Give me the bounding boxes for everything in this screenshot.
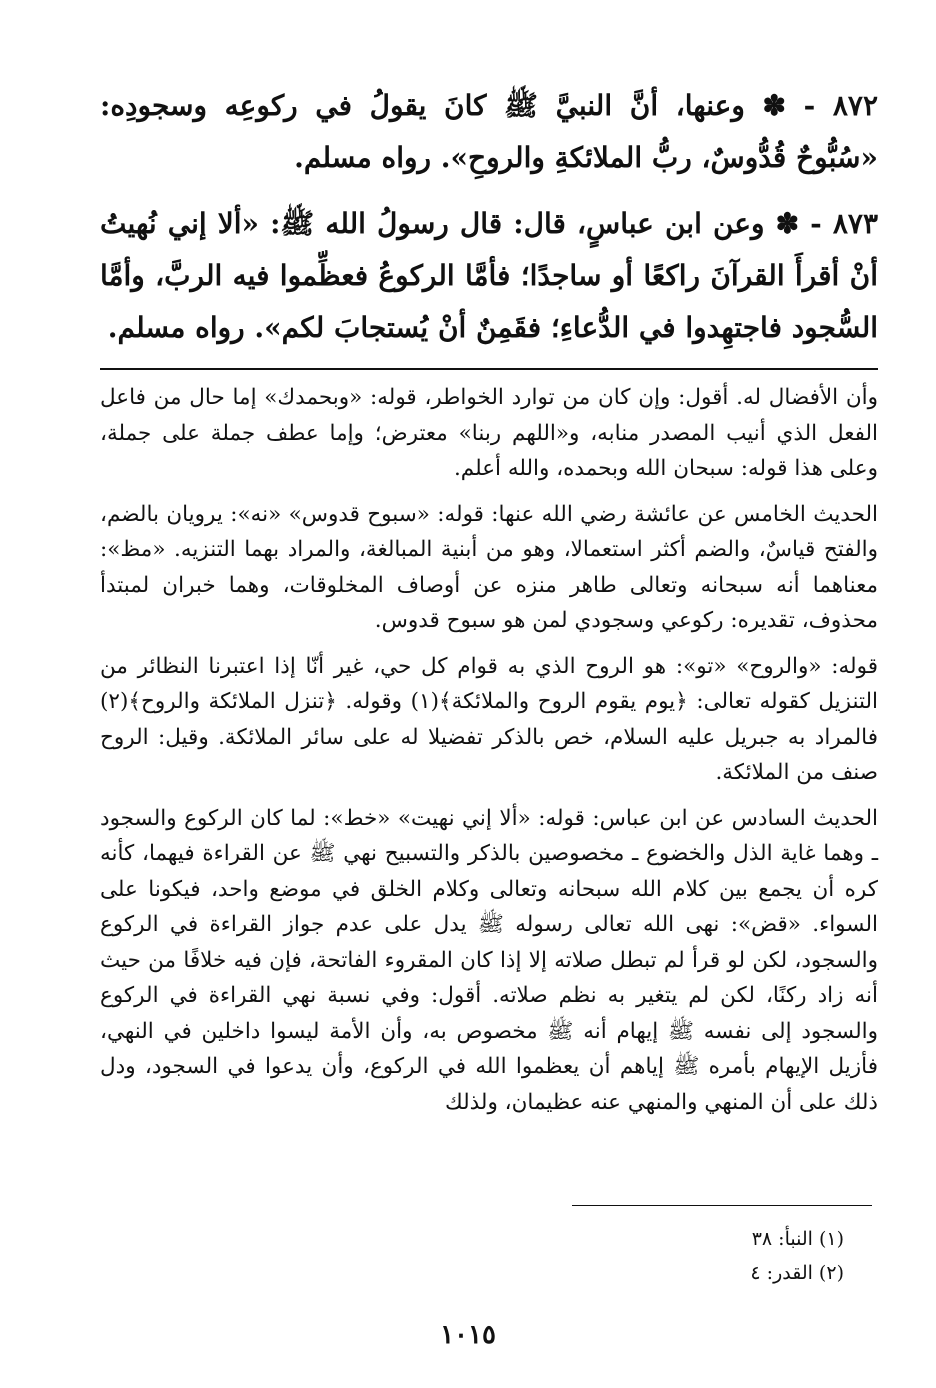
hadith-section — [100, 80, 878, 368]
page-number: ١٠١٥ — [440, 1320, 496, 1350]
commentary-paragraph: قوله: «والروح» «تو»: هو الروح الذي به قوام كل حي، غير أنّا إذا اعتبرنا النظائر من التنزيل كقوله تعالى: ﴿يوم يقوم الروح والملائكة﴾(١) وقوله. ﴿تنزل الملائكة والروح﴾(٢) فالمراد به جبريل عليه السلام، خص بالذكر تفضيلا له على سائر الملائكة. وقيل: الروح صنف من الملائكة. — [100, 653, 879, 785]
hadith-873: ٨٧٣ - ✽ وعن ابن عباسٍ، قال: قال رسولُ الله ﷺ: «ألا إني نُهيتُ أنْ أقرأَ القرآنَ راكعًا أو ساجدًا؛ فأمَّا الركوعُ فعظِّموا فيه الربَّ، وأمَّا السُّجود فاجتهِدوا في الدُّعاءِ؛ فقَمِنٌ أنْ يُستجابَ لكم». رواه مسلم. — [100, 207, 878, 344]
section-divider — [100, 368, 878, 370]
footnotes — [444, 1222, 844, 1290]
footnote-divider — [572, 1205, 872, 1206]
commentary-paragraph: وأن الأفضال له. أقول: وإن كان من توارد الخواطر، قوله: «وبحمدك» إما حال من فاعل الفعل الذي أنيب المصدر منابه، و«اللهم ربنا» معترض؛ وإما عطف جملة على جملة، وعلى هذا قوله: سبحان الله وبحمده، والله أعلم. — [100, 385, 878, 481]
commentary-section — [100, 380, 878, 1130]
hadith-872: ٨٧٢ - ✽ وعنها، أنَّ النبيَّ ﷺ كانَ يقولُ في ركوعِه وسجودِه: «سُبُّوحٌ قُدُّوسٌ، ربُّ الملائكةِ والروحِ». رواه مسلم. — [100, 89, 878, 174]
footnote-1: (١) النبأ: ٣٨ — [751, 1228, 844, 1250]
commentary-paragraph: الحديث الخامس عن عائشة رضي الله عنها: قوله: «سبوح قدوس» «نه»: يرويان بالضم، والفتح قياسٌ، والضم أكثر استعمالا، وهو من أبنية المبالغة، والمراد بهما التنزيه. «مظ»: معناهما أنه سبحانه وتعالى طاهر منزه عن أوصاف المخلوقات، وهما خبران لمبتدأ محذوف، تقديره: ركوعي وسجودي لمن هو سبوح قدوس. — [100, 501, 878, 633]
commentary-paragraph: الحديث السادس عن ابن عباس: قوله: «ألا إني نهيت» «خط»: لما كان الركوع والسجود ـ وهما غاية الذل والخضوع ـ مخصوصين بالذكر والتسبيح نهي ﷺ عن القراءة فيهما، كأنه كره أن يجمع بين كلام الله سبحانه وتعالى وكلام الخلق في موضع واحد، فيكونا على السواء. «قض»: نهى الله تعالى رسوله ﷺ يدل على عدم جواز القراءة في الركوع والسجود، لكن لو قرأ لم تبطل صلاته إلا إذا كان المقروء الفاتحة، فإن فيه خلافًا من حيث أنه زاد ركنًا، لكن لم يتغير به نظم صلاته. أقول: وفي نسبة نهي القراءة في الركوع والسجود إلى نفسه ﷺ إيهام أنه ﷺ مخصوص به، وأن الأمة ليسوا داخلين في النهي، فأزيل الإيهام بأمره ﷺ إياهم أن يعظموا الله في الركوع، وأن يدعوا في السجود، ودل ذلك على أن المنهي والمنهي عنه عظيمان، ولذلك — [100, 805, 878, 1115]
footnote-2: (٢) القدر: ٤ — [750, 1262, 844, 1284]
